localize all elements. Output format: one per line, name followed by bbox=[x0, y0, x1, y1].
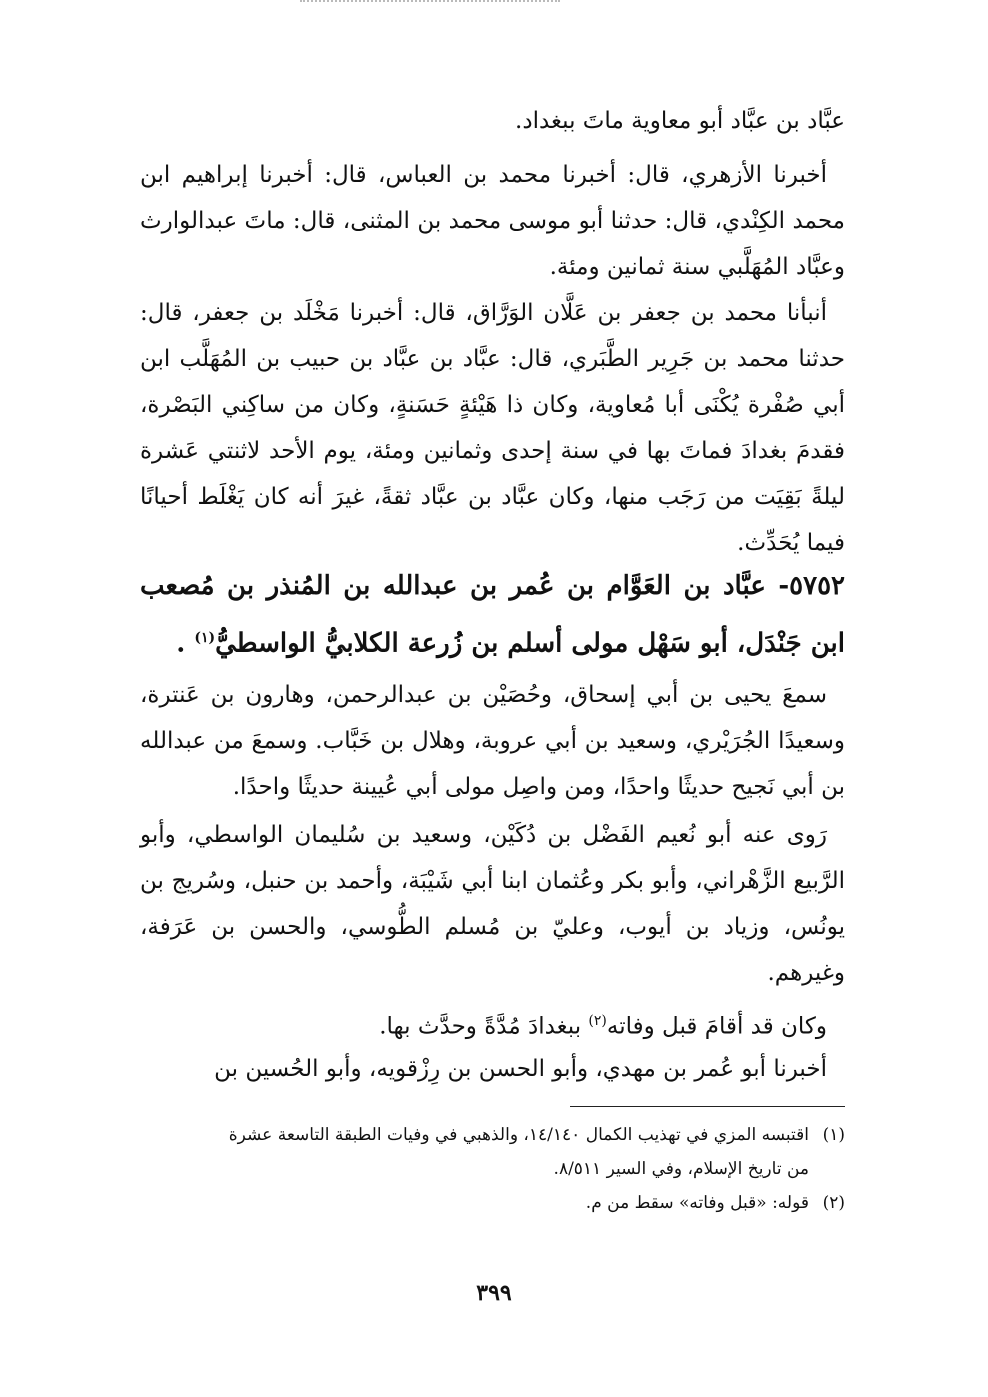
footnote-2-text: قوله: «قبل وفاته» سقط من م. bbox=[585, 1193, 809, 1213]
paragraph-4-text: سمعَ يحيى بن أبي إسحاق، وحُصَيْن بن عبدالرحمن، وهارون بن عَنترة، وسعيدًا الجُرَيْري، وسعيد بن أبي عروبة، وهلال بن خَبَّاب. وسمعَ من عبدالله بن أبي نَجيح حديثًا واحدًا، ومن واصِل مولى أبي عُيينة حديثًا واحدًا. bbox=[140, 682, 845, 800]
paragraph-6 bbox=[140, 998, 845, 1050]
footnote-ref-2[interactable]: (٢) bbox=[588, 1013, 607, 1029]
top-edge-artifact bbox=[300, 0, 560, 12]
entry-heading-text: ٥٧٥٢- عبَّاد بن العَوَّام بن عُمر بن عبدالله بن المُنذر بن مُصعب ابن جَنْدَل، أبو سَهْل مولى أسلم بن زُرعة الكلابيُّ الواسطيُّ bbox=[140, 571, 845, 659]
paragraph-7 bbox=[140, 1046, 845, 1092]
paragraph-2-text: أخبرنا الأزهري، قال: أخبرنا محمد بن العباس، قال: أخبرنا إبراهيم ابن محمد الكِنْدي، قال: حدثنا أبو موسى محمد بن المثنى، قال: ماتَ عبدالوارث وعبَّاد المُهَلَّبي سنة ثمانين ومئة. bbox=[140, 162, 845, 280]
entry-heading bbox=[140, 560, 845, 670]
footnote-ref-1[interactable]: (١) bbox=[194, 630, 216, 646]
page-number: ٣٩٩ bbox=[476, 1280, 512, 1306]
footnote-2 bbox=[140, 1186, 845, 1220]
footnote-1-number: (١) bbox=[822, 1125, 845, 1145]
paragraph-2 bbox=[140, 152, 845, 290]
paragraph-7-text: أخبرنا أبو عُمر بن مهدي، وأبو الحسن بن رِزْقويه، وأبو الحُسين بن bbox=[214, 1056, 827, 1082]
paragraph-3-text: أنبأنا محمد بن جعفر بن عَلَّان الوَرَّاق، قال: أخبرنا مَخْلَد بن جعفر، قال: حدثنا محمد بن جَرِير الطَّبَري، قال: عبَّاد بن عبَّاد بن حبيب بن المُهَلَّب ابن أبي صُفْرة يُكْنَى أبا مُعاوية، وكان ذا هَيْئةٍ حَسَنةٍ، وكان من ساكِني البَصْرة، فقدمَ بغدادَ فماتَ بها في سنة إحدى وثمانين ومئة، يوم الأحد لاثنتي عَشرة ليلةً بَقِيَت من رَجَب منها، وكان عبَّاد بن عبَّاد ثقةً، غيرَ أنه كان يَغْلَط أحيانًا فيما يُحَدِّث. bbox=[140, 300, 845, 556]
paragraph-3 bbox=[140, 290, 845, 566]
footnote-2-number: (٢) bbox=[822, 1193, 845, 1213]
footnote-1-line-2: من تاريخ الإسلام، وفي السير ٨/٥١١. bbox=[553, 1159, 809, 1179]
footnote-1-continuation bbox=[140, 1152, 845, 1186]
paragraph-4 bbox=[140, 672, 845, 810]
paragraph-6-text-b: ببغدادَ مُدَّةً وحدَّث بها. bbox=[379, 1013, 582, 1040]
paragraph-5-text: رَوى عنه أبو نُعيم الفَضْل بن دُكَيْن، وسعيد بن سُليمان الواسطي، وأبو الرَّبيع الزَّهْراني، وأبو بكر وعُثمان ابنا أبي شَيْبَة، وأحمد بن حنبل، وسُريج بن يونُس، وزياد بن أيوب، وعليّ بن مُسلم الطُّوسي، والحسن بن عَرَفة، وغيرهم. bbox=[140, 822, 845, 986]
paragraph-1 bbox=[140, 98, 845, 144]
paragraph-5 bbox=[140, 812, 845, 996]
footnotes bbox=[140, 1118, 845, 1220]
paragraph-1-text: عبَّاد بن عبَّاد أبو معاوية ماتَ ببغداد. bbox=[515, 108, 845, 134]
entry-heading-end: . bbox=[176, 628, 186, 659]
paragraph-6-text-a: وكان قد أقامَ قبل وفاته bbox=[606, 1013, 827, 1040]
footnote-separator bbox=[570, 1106, 845, 1107]
footnote-1-line-1: اقتبسه المزي في تهذيب الكمال ١٤/١٤٠، والذهبي في وفيات الطبقة التاسعة عشرة bbox=[228, 1125, 809, 1145]
footnote-1 bbox=[140, 1118, 845, 1152]
